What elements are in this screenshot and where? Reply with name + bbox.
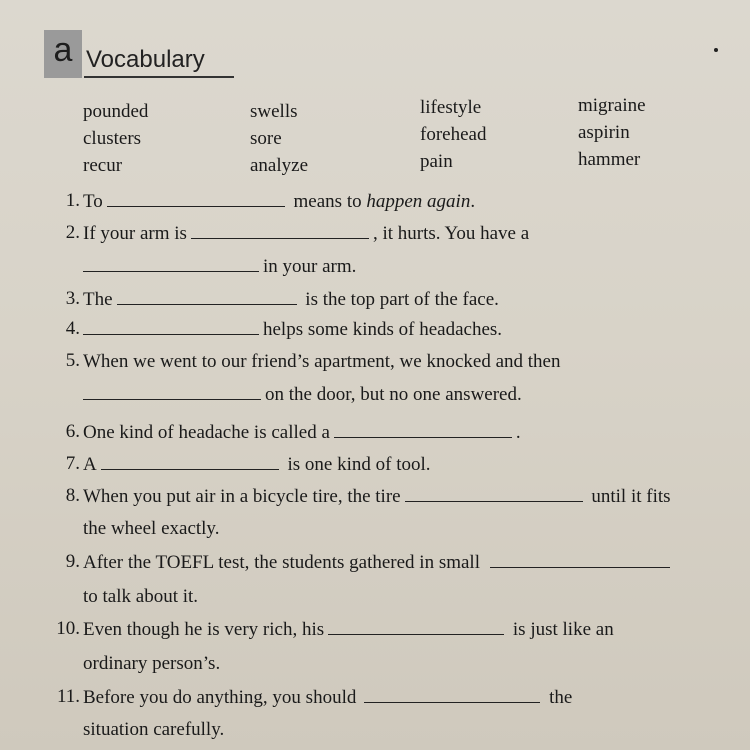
item-text: One kind of headache is called a — [83, 422, 330, 443]
answer-blank[interactable] — [328, 620, 504, 635]
item-text: means to — [293, 191, 362, 212]
answer-blank[interactable] — [83, 257, 259, 272]
answer-blank[interactable] — [405, 487, 583, 502]
word-bank-word: recur — [83, 155, 123, 176]
exercise-item-10 — [83, 618, 614, 642]
exercise-item-10-cont — [83, 652, 220, 676]
item-text: to talk about it. — [83, 586, 199, 607]
exercise-item-11-cont — [83, 718, 224, 742]
word-bank-word: hammer — [578, 149, 641, 170]
word-bank-word: pounded — [83, 101, 149, 122]
answer-blank[interactable] — [83, 385, 261, 400]
answer-blank[interactable] — [334, 423, 512, 438]
exercise-item-4 — [83, 318, 502, 342]
item-text: is the top part of the face. — [305, 289, 499, 310]
word-bank-word: aspirin — [578, 122, 630, 143]
exercise-item-6 — [83, 421, 521, 445]
item-text: in your arm. — [263, 256, 357, 277]
item-text: To — [83, 191, 103, 212]
item-number: 9. — [65, 551, 80, 572]
word-bank-word: clusters — [83, 128, 142, 149]
item-text: the — [549, 687, 573, 708]
item-text: The — [83, 289, 113, 310]
word-bank-word: sore — [250, 128, 282, 149]
word-bank-word: pain — [420, 151, 453, 172]
word-bank-word: migraine — [578, 95, 646, 116]
answer-blank[interactable] — [107, 192, 285, 207]
exercise-item-9-cont — [83, 585, 198, 609]
answer-blank[interactable] — [364, 688, 540, 703]
item-text-italic: happen again — [366, 191, 471, 212]
answer-blank[interactable] — [191, 224, 369, 239]
item-text: is just like an — [512, 619, 614, 640]
item-text: until it fits — [591, 486, 671, 507]
section-letter: a — [53, 31, 73, 69]
item-text: . — [515, 422, 521, 443]
answer-blank[interactable] — [83, 320, 259, 335]
exercise-item-3 — [83, 288, 499, 312]
item-number: 2. — [65, 222, 80, 243]
item-number: 4. — [65, 318, 80, 339]
item-number: 10. — [56, 618, 80, 639]
item-number: 1. — [65, 190, 80, 211]
exercise-item-2 — [83, 222, 529, 246]
item-text: . — [470, 191, 476, 212]
item-number: 3. — [65, 288, 80, 309]
item-text: the wheel exactly. — [83, 518, 220, 539]
exercise-item-9 — [83, 551, 674, 575]
word-bank-word: analyze — [250, 155, 309, 176]
answer-blank[interactable] — [490, 553, 670, 568]
word-bank-word: lifestyle — [420, 97, 482, 118]
item-number: 7. — [65, 453, 80, 474]
item-text: A — [83, 454, 97, 475]
item-number: 8. — [65, 485, 80, 506]
item-text: on the door, but no one answered. — [265, 384, 522, 405]
exercise-item-5 — [83, 350, 560, 374]
item-text: If your arm is — [83, 223, 187, 244]
item-text: Before you do anything, you should — [83, 687, 357, 708]
word-bank-word: swells — [250, 101, 298, 122]
item-text: ordinary person’s. — [83, 653, 221, 674]
item-number: 6. — [65, 421, 80, 442]
item-text: Even though he is very rich, his — [83, 619, 325, 640]
item-text: When we went to our friend’s apartment, we knocked and then — [83, 351, 561, 372]
answer-blank[interactable] — [101, 455, 279, 470]
exercise-item-11 — [83, 686, 572, 710]
item-text: helps some kinds of headaches. — [263, 319, 503, 340]
word-bank-word: forehead — [420, 124, 487, 145]
item-text: situation carefully. — [83, 719, 225, 740]
exercise-item-5-cont — [83, 383, 522, 407]
item-text: , it hurts. You have a — [372, 223, 530, 244]
item-number: 11. — [56, 686, 80, 707]
item-text: After the TOEFL test, the students gathered in small — [83, 552, 480, 573]
exercise-item-2-cont — [83, 255, 356, 279]
exercise-item-1 — [83, 190, 475, 214]
exercise-item-7 — [83, 453, 431, 477]
item-text: When you put air in a bicycle tire, the tire — [83, 486, 401, 507]
item-number: 5. — [65, 350, 80, 371]
exercise-item-8-cont — [83, 517, 219, 541]
section-title: Vocabulary — [86, 46, 205, 73]
answer-blank[interactable] — [117, 290, 297, 305]
exercise-item-8 — [83, 485, 671, 509]
item-text: is one kind of tool. — [287, 454, 431, 475]
